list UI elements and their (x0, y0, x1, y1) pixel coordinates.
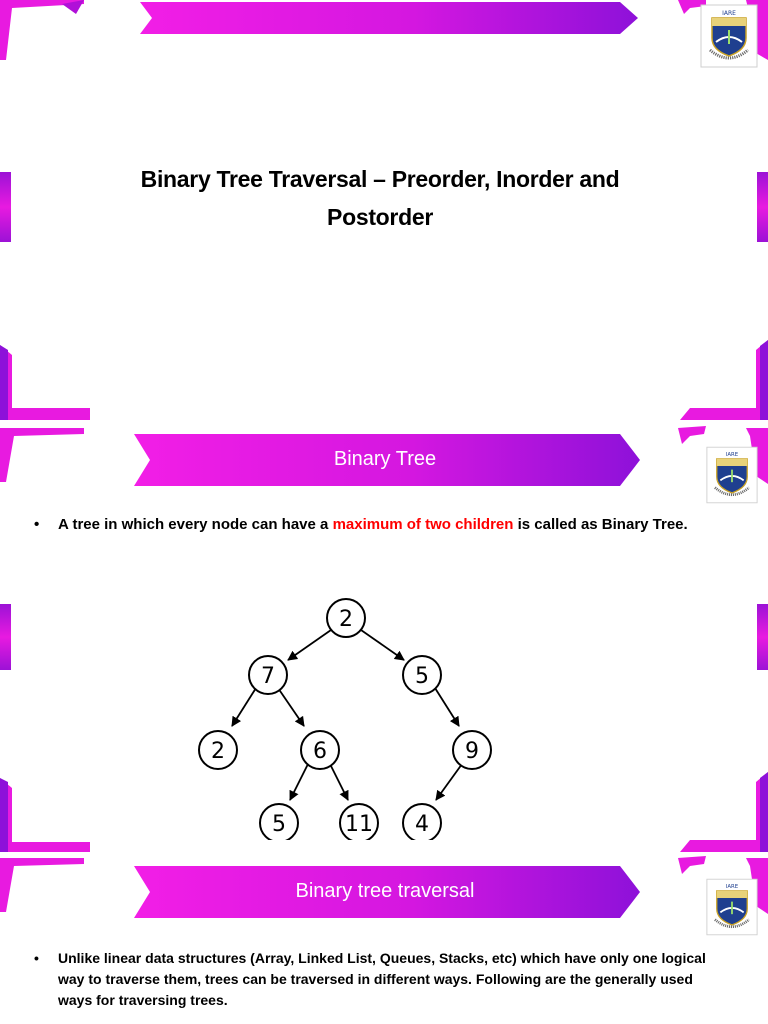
bullet-text: Unlike linear data structures (Array, Linked List, Queues, Stacks, etc) which have only one logical way to traverse them, trees can be traversed in different ways. Following are the generally used ways for traversing trees. (58, 950, 706, 1008)
edge-5-9 (435, 688, 459, 726)
svg-text:IARE: IARE (725, 452, 739, 459)
iare-logo (700, 4, 758, 68)
node-label: 5 (272, 812, 286, 837)
edge-6-11 (330, 764, 348, 800)
iare-logo (706, 444, 758, 506)
bullet-highlight: maximum of two children (332, 516, 514, 533)
tree-node (340, 804, 378, 840)
tree-node (249, 656, 287, 694)
node-label: 9 (465, 739, 479, 764)
iare-logo (706, 876, 758, 938)
slide-binary-tree (0, 422, 768, 852)
bullet-dot: • (34, 950, 39, 966)
section-heading: Binary tree traversal (295, 880, 475, 902)
node-label: 2 (211, 739, 225, 764)
node-label: 2 (339, 607, 353, 632)
tree-node (453, 731, 491, 769)
tree-node (327, 599, 365, 637)
node-label: 6 (313, 739, 327, 764)
edge-2-5 (361, 630, 404, 660)
tree-node (403, 656, 441, 694)
tree-node (403, 804, 441, 840)
bullet-text-start: A tree in which every node can have a (58, 516, 333, 533)
svg-text:IARE: IARE (725, 884, 739, 891)
edge-2-7 (288, 630, 331, 660)
node-label: 5 (415, 664, 429, 689)
slide-binary-tree-traversal (0, 852, 768, 1024)
tree-node (301, 731, 339, 769)
svg-text:IARE: IARE (722, 10, 736, 17)
bullet-dot: • (34, 516, 40, 533)
binary-tree-diagram (180, 590, 520, 840)
slide-title (0, 0, 768, 420)
edge-7-2 (232, 688, 256, 726)
tree-node (199, 731, 237, 769)
section-heading: Binary Tree (333, 448, 437, 470)
node-label: 4 (415, 812, 429, 837)
node-label: 7 (261, 664, 275, 689)
edge-6-5 (290, 764, 308, 800)
edge-7-6 (278, 688, 304, 726)
tree-node (260, 804, 298, 840)
bullet-text-end: is called as Binary Tree. (513, 516, 688, 533)
edge-9-4 (436, 764, 462, 800)
node-label: 11 (345, 812, 373, 837)
slide-title-text: Binary Tree Traversal – Preorder, Inorder and Postorder (140, 166, 620, 230)
